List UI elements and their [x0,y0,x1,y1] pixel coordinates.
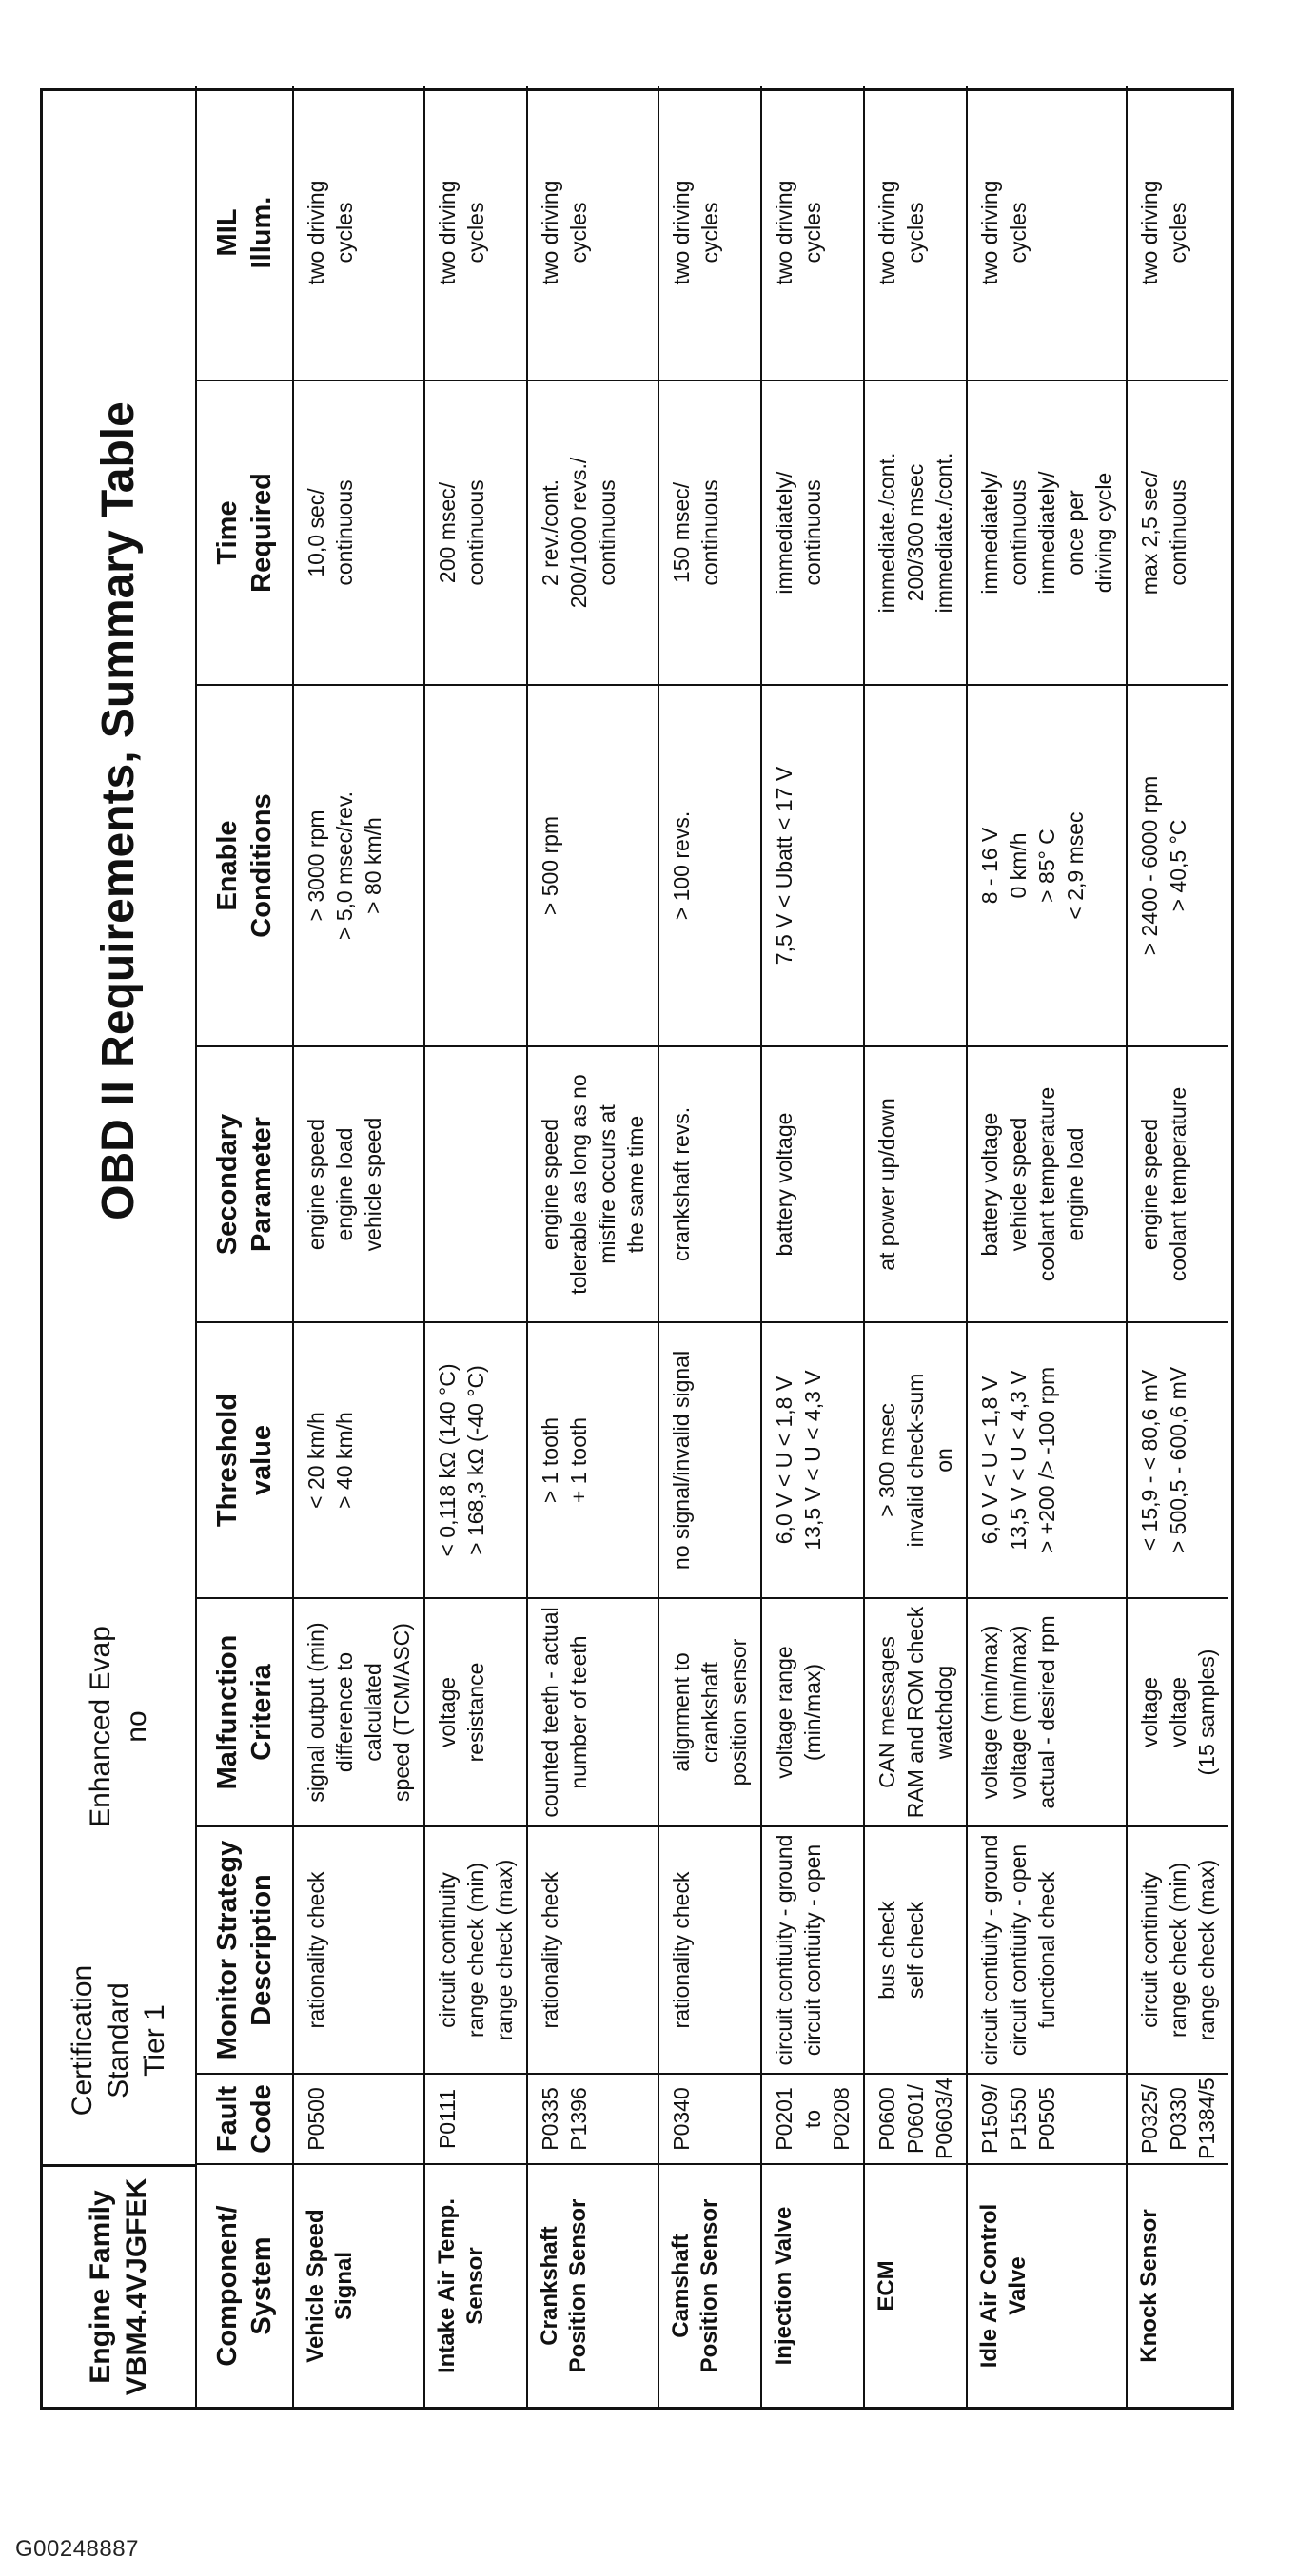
cell-text: 13,5 V < U < 4,3 V [800,1370,825,1551]
cell-text: P1384/5 [1194,2078,1219,2159]
cell-text: signal output (min) [304,1622,328,1803]
cell-text: > 2400 - 6000 rpm [1137,775,1162,956]
cell-text: P0505 [1034,2087,1059,2151]
enhanced-evap-value: no [121,1710,152,1743]
table-row [293,86,424,2407]
cell-text: bus check [874,1901,899,2000]
certification-label: Certification Standard [67,1964,134,2117]
column-header-secondary-parameter [196,1046,293,1322]
cell-text: engine speed [1137,1118,1162,1251]
cell-malfunction-criteria [527,1598,658,1826]
cell-text: cycles [463,202,488,263]
cell-text: max 2,5 sec/ [1137,470,1162,595]
engine-family-value: VBM4.4VJGFEK [121,2177,152,2396]
cell-text: P0600 [874,2087,899,2151]
cell-text: P0601/ [903,2084,928,2154]
cell-text: < 20 km/h [304,1412,328,1509]
table-row [761,86,864,2407]
cell-text: P0340 [669,2087,694,2151]
cell-mil-illum [1127,86,1228,381]
cell-text: ECM [874,2260,899,2312]
cell-threshold-value [424,1322,527,1598]
column-header-fault-code [196,2074,293,2164]
cell-text: immediately/ [977,471,1002,595]
cell-text: cycles [566,202,591,263]
cell-secondary-parameter [1127,1046,1228,1322]
cell-text: actual - desired rpm [1034,1615,1059,1809]
cell-monitor-strategy [1127,1826,1228,2074]
cell-text: continuous [595,479,619,586]
cell-fault-code [527,2074,658,2164]
cell-text: battery voltage [772,1112,796,1257]
cell-text: > 3000 rpm [304,810,328,922]
cell-text: once per [1063,490,1088,576]
cell-component [1127,2164,1228,2407]
cell-text: tolerable as long as no misfire occurs at [566,1074,619,1295]
cell-text: 10,0 sec/ [304,488,328,577]
cell-text: no signal/invalid signal [669,1350,694,1571]
column-header-text: value [246,1424,277,1496]
cell-text: coolant temperature [1034,1086,1059,1282]
cell-text: two driving [1137,180,1162,285]
cell-text: voltage [1137,1676,1162,1748]
cell-text: CAN messages [874,1636,899,1788]
cell-text: two driving [772,180,796,285]
cell-text: voltage [1166,1676,1190,1748]
cell-component [293,2164,424,2407]
cell-malfunction-criteria [658,1598,761,1826]
cell-component [424,2164,527,2407]
table-row [864,86,967,2407]
cell-text: < 2,9 msec [1063,811,1088,920]
cell-secondary-parameter [527,1046,658,1322]
cell-mil-illum [527,86,658,381]
cell-text: 2 rev./cont. [538,478,562,587]
enhanced-evap-header [43,1536,195,1917]
column-header-text: Criteria [246,1664,277,1761]
cell-text: 200/300 msec [903,463,928,602]
cell-text: Intake Air Temp. [434,2197,460,2374]
cell-text: resistance [463,1662,488,1763]
cell-text: Camshaft [668,2234,694,2338]
cell-text: range check (max) [1194,1859,1219,2041]
cell-fault-code [424,2074,527,2164]
cell-text: 8 - 16 V [977,827,1002,905]
cell-text: P0208 [829,2087,854,2151]
cell-fault-code [864,2074,967,2164]
cell-text: 200/1000 revs./ [566,457,591,609]
cell-mil-illum [424,86,527,381]
cell-enable-conditions [967,685,1127,1046]
cell-text: P0335 [538,2087,562,2151]
cell-text: range check (min) [1166,1862,1190,2039]
cell-text: P0330 [1166,2087,1190,2151]
cell-text: cycles [800,202,825,263]
cell-text: number of teeth [566,1635,591,1789]
cell-text: > 168,3 kΩ (-40 °C) [463,1365,488,1555]
cell-text: Crankshaft [537,2226,562,2346]
table-row [1127,86,1228,2407]
cell-text: self check [903,1901,928,2000]
certification-value: Tier 1 [139,2004,170,2077]
cell-monitor-strategy [967,1826,1127,2074]
cell-text: circuit continuity [1137,1872,1162,2028]
cell-text: continuous [332,479,357,586]
cell-time-required [658,381,761,685]
cell-text: circuit contiuity - open [1006,1844,1031,2057]
cell-text: voltage (min/max) [1006,1625,1031,1800]
cell-text: alignment to crankshaft [669,1652,722,1772]
cell-text: voltage range (min/max) [772,1646,825,1779]
cell-fault-code [1127,2074,1228,2164]
cell-text: cycles [903,202,928,263]
cell-text: 0 km/h [1006,832,1031,899]
cell-text: functional check [1034,1871,1059,2029]
column-header-time-required [196,381,293,685]
cell-component [864,2164,967,2407]
cell-text: two driving [304,180,328,285]
column-header-text: Fault [212,2085,243,2153]
cell-text: on [932,1448,956,1473]
cell-secondary-parameter [424,1046,527,1322]
cell-text: circuit continuity [435,1872,460,2028]
cell-text: position sensor [726,1638,751,1786]
column-header-component [196,2164,293,2407]
column-header-mil-illum [196,86,293,381]
cell-time-required [1127,381,1228,685]
cell-enable-conditions [864,685,967,1046]
cell-time-required [293,381,424,685]
column-header-threshold-value [196,1322,293,1598]
cell-text: vehicle speed [361,1117,385,1252]
table-body [293,86,1228,2407]
column-header-text: Conditions [246,793,277,938]
column-header-text: Secondary [212,1113,243,1256]
cell-text: Position Sensor [565,2198,591,2373]
cell-enable-conditions [658,685,761,1046]
cell-text: Knock Sensor [1136,2209,1162,2363]
cell-malfunction-criteria [761,1598,864,1826]
cell-threshold-value [527,1322,658,1598]
cell-text: rationality check [669,1871,694,2029]
cell-mil-illum [293,86,424,381]
cell-text: 6,0 V < U < 1,8 V [977,1376,1002,1545]
column-header-text: Time [212,500,243,565]
cell-text: immediate./cont. [932,452,956,614]
table-row [527,86,658,2407]
cell-text: two driving [435,180,460,285]
cell-enable-conditions [761,685,864,1046]
cell-text: P0201 [772,2087,796,2151]
cell-text: circuit contiuity - open [800,1844,825,2057]
cell-text: P1550 [1006,2087,1031,2151]
cell-enable-conditions [424,685,527,1046]
column-header-text: System [246,2236,277,2335]
table-title [43,86,195,1536]
column-header-text: Enable [212,820,243,911]
cell-text: continuous [697,479,722,586]
column-header-text: Monitor Strategy [212,1840,243,2060]
cell-text: Vehicle Speed [303,2209,328,2363]
cell-text: 13,5 V < U < 4,3 V [1006,1370,1031,1551]
cell-text: < 15,9 - < 80,6 mV [1137,1369,1162,1551]
cell-text: continuous [1166,479,1190,586]
cell-component [658,2164,761,2407]
cell-text: cycles [1166,202,1190,263]
cell-text: Signal [331,2252,357,2321]
cell-text: P1509/ [977,2084,1002,2154]
cell-text: at power up/down [874,1098,899,1271]
cell-text: 6,0 V < U < 1,8 V [772,1376,796,1545]
certification-header [43,1917,195,2164]
cell-text: two driving [669,180,694,285]
column-header-malfunction-criteria [196,1598,293,1826]
enhanced-evap-label: Enhanced Evap [85,1626,116,1827]
cell-text: Injection Valve [771,2206,796,2366]
cell-text: watchdog [932,1665,956,1760]
cell-text: 200 msec/ [435,481,460,584]
cell-text: P0111 [435,2088,460,2150]
cell-threshold-value [967,1322,1127,1598]
figure-id: G00248887 [15,2536,139,2562]
cell-text: engine speed [538,1118,562,1251]
cell-secondary-parameter [658,1046,761,1322]
cell-text: driving cycle [1091,472,1116,594]
cell-fault-code [293,2074,424,2164]
cell-text: crankshaft revs. [669,1106,694,1262]
cell-text: circuit contiuity - ground [772,1834,796,2066]
cell-text: continuous [463,479,488,586]
cell-text: engine load [332,1127,357,1241]
cell-monitor-strategy [424,1826,527,2074]
column-header-text: Threshold [212,1393,243,1528]
cell-text: two driving [977,180,1002,285]
cell-mil-illum [658,86,761,381]
cell-text: > 40 km/h [332,1412,357,1509]
cell-time-required [527,381,658,685]
cell-text: to [800,2109,825,2129]
cell-text: two driving [538,180,562,285]
cell-text: > 40,5 °C [1166,819,1190,912]
cell-text: engine speed [304,1118,328,1251]
column-header-text: Description [246,1874,277,2026]
engine-family-label: Engine Family [85,2190,116,2384]
cell-text: > 300 msec [874,1403,899,1517]
cell-text: > 80 km/h [361,817,385,914]
cell-component [761,2164,864,2407]
cell-malfunction-criteria [424,1598,527,1826]
cell-text: rationality check [538,1871,562,2029]
cell-time-required [967,381,1127,685]
cell-text: Position Sensor [697,2198,722,2373]
cell-text: immediately/ [772,471,796,595]
cell-text: rationality check [304,1871,328,2029]
cell-text: 150 msec/ [669,481,694,584]
cell-mil-illum [761,86,864,381]
cell-text: P0500 [304,2087,328,2151]
cell-threshold-value [1127,1322,1228,1598]
cell-fault-code [761,2074,864,2164]
cell-text: counted teeth - actual [538,1607,562,1818]
cell-text: battery voltage [977,1112,1002,1257]
column-header-text: Parameter [246,1117,277,1252]
cell-secondary-parameter [761,1046,864,1322]
cell-text: continuous [1006,479,1031,586]
cell-text: > 500,5 - 600,6 mV [1166,1366,1190,1554]
cell-text: cycles [332,202,357,263]
cell-text: (15 samples) [1194,1649,1219,1776]
cell-text: < 0,118 kΩ (140 °C) [435,1363,460,1557]
cell-text: > 100 revs. [669,810,694,921]
requirements-grid [195,86,1228,2407]
obd-summary-table [40,88,1234,2410]
cell-malfunction-criteria [293,1598,424,1826]
cell-component [967,2164,1127,2407]
cell-secondary-parameter [967,1046,1127,1322]
cell-text: P0325/ [1137,2084,1162,2154]
column-header-text: Code [246,2084,277,2154]
cell-secondary-parameter [293,1046,424,1322]
cell-enable-conditions [1127,685,1228,1046]
cell-text: engine load [1063,1127,1088,1241]
column-header-text: Illum. [246,196,277,269]
cell-component [527,2164,658,2407]
cell-threshold-value [761,1322,864,1598]
cell-text: voltage (min/max) [977,1625,1002,1800]
cell-monitor-strategy [864,1826,967,2074]
cell-text: range check (max) [492,1859,517,2041]
cell-time-required [424,381,527,685]
cell-text: two driving [874,180,899,285]
cell-text: coolant temperature [1166,1086,1190,1282]
column-header-row [196,86,293,2407]
cell-text: > 85° C [1034,829,1059,903]
cell-fault-code [967,2074,1127,2164]
table-title-text: OBD II Requirements, Summary Table [93,401,144,1220]
cell-time-required [864,381,967,685]
cell-fault-code [658,2074,761,2164]
column-header-text: Malfunction [212,1634,243,1790]
cell-text: range check (min) [463,1862,488,2039]
cell-text: Valve [1005,2256,1031,2315]
cell-monitor-strategy [527,1826,658,2074]
cell-text: continuous [800,479,825,586]
cell-time-required [761,381,864,685]
cell-text: RAM and ROM check [903,1606,928,1819]
cell-monitor-strategy [658,1826,761,2074]
cell-malfunction-criteria [967,1598,1127,1826]
cell-text: cycles [697,202,722,263]
cell-text: P1396 [566,2087,591,2151]
cell-malfunction-criteria [1127,1598,1228,1826]
cell-monitor-strategy [293,1826,424,2074]
table-row [424,86,527,2407]
cell-text: immediate./cont. [874,452,899,614]
cell-text: > +200 /> -100 rpm [1034,1366,1059,1554]
cell-text: + 1 tooth [566,1416,591,1504]
cell-text: cycles [1006,202,1031,263]
cell-text: difference to calculated [332,1651,385,1773]
cell-text: Idle Air Control [976,2203,1002,2369]
cell-text: vehicle speed [1006,1117,1031,1252]
cell-text: > 1 tooth [538,1416,562,1504]
cell-text: > 5,0 msec/rev. [332,790,357,941]
column-header-monitor-strategy [196,1826,293,2074]
cell-text: P0603/4 [932,2078,956,2159]
cell-malfunction-criteria [864,1598,967,1826]
cell-threshold-value [864,1322,967,1598]
cell-text: 7,5 V < Ubatt < 17 V [772,766,796,966]
cell-text: immediately/ [1034,471,1059,595]
cell-monitor-strategy [761,1826,864,2074]
cell-enable-conditions [293,685,424,1046]
table-row [658,86,761,2407]
cell-text: Sensor [462,2247,488,2325]
cell-mil-illum [864,86,967,381]
cell-text: the same time [623,1115,648,1254]
cell-text: circuit contiuity - ground [977,1834,1002,2066]
column-header-enable-conditions [196,685,293,1046]
column-header-text: Required [246,473,277,593]
cell-mil-illum [967,86,1127,381]
engine-family-header [43,2164,195,2407]
table-row [967,86,1127,2407]
cell-secondary-parameter [864,1046,967,1322]
column-header-text: MIL [212,208,243,257]
cell-text: > 500 rpm [538,815,562,916]
cell-text: voltage [435,1676,460,1748]
cell-enable-conditions [527,685,658,1046]
cell-text: invalid check-sum [903,1373,928,1548]
cell-threshold-value [293,1322,424,1598]
cell-text: speed (TCM/ASC) [389,1623,414,1802]
cell-threshold-value [658,1322,761,1598]
column-header-text: Component/ [212,2205,243,2367]
